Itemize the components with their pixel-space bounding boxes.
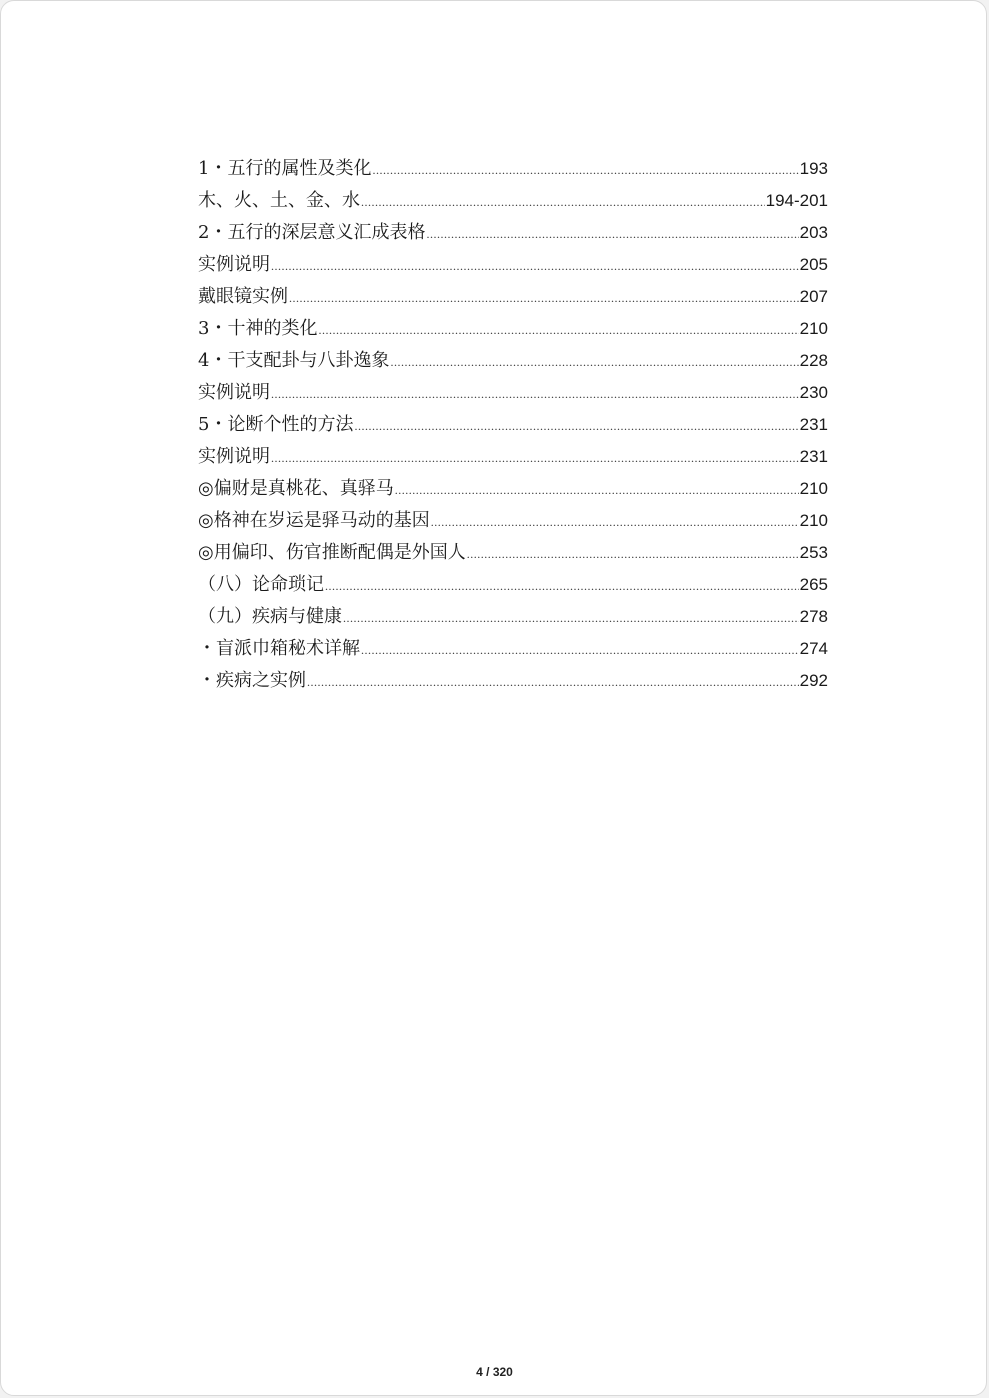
toc-entry-page-number: 274 — [799, 639, 828, 658]
toc-entry[interactable] — [198, 186, 828, 218]
toc-entry-page-number: 231 — [799, 447, 828, 466]
table-of-contents — [198, 154, 828, 698]
dot-leader — [372, 163, 798, 178]
toc-entry[interactable] — [198, 634, 828, 666]
toc-entry-page-number: 228 — [799, 351, 828, 370]
toc-entry-title: ・疾病之实例 — [198, 670, 306, 691]
toc-entry-page-number: 265 — [799, 575, 828, 594]
dot-leader — [354, 419, 798, 434]
toc-entry[interactable] — [198, 538, 828, 570]
toc-entry-title: ◎偏财是真桃花、真驿马 — [198, 478, 394, 499]
dot-leader — [426, 227, 798, 242]
toc-entry-title: ◎用偏印、伤官推断配偶是外国人 — [198, 542, 466, 563]
toc-entry[interactable] — [198, 474, 828, 506]
toc-entry-page-number: 207 — [799, 287, 828, 306]
toc-entry-title: （八）论命琐记 — [198, 574, 324, 595]
toc-entry-page-number: 210 — [799, 319, 828, 338]
toc-entry[interactable] — [198, 506, 828, 538]
dot-leader — [271, 387, 799, 402]
dot-leader — [307, 675, 799, 690]
toc-entry-title: 1・五行的属性及类化 — [198, 158, 372, 179]
toc-entry[interactable] — [198, 154, 828, 186]
dot-leader — [361, 643, 799, 658]
toc-entry-page-number: 253 — [799, 543, 828, 562]
toc-entry-page-number: 278 — [799, 607, 828, 626]
toc-entry-title: ・盲派巾箱秘术详解 — [198, 638, 360, 659]
toc-entry-page-number: 230 — [799, 383, 828, 402]
toc-entry-page-number: 231 — [799, 415, 828, 434]
toc-entry-page-number: 205 — [799, 255, 828, 274]
toc-entry-page-number: 203 — [799, 223, 828, 242]
dot-leader — [271, 451, 799, 466]
toc-entry[interactable] — [198, 314, 828, 346]
toc-entry-title: 5・论断个性的方法 — [198, 414, 354, 435]
toc-entry-page-number: 210 — [799, 479, 828, 498]
toc-entry-title: 4・干支配卦与八卦逸象 — [198, 350, 390, 371]
dot-leader — [431, 515, 799, 530]
dot-leader — [361, 195, 765, 210]
toc-entry-title: 实例说明 — [198, 446, 270, 467]
toc-entry[interactable] — [198, 250, 828, 282]
toc-entry[interactable] — [198, 410, 828, 442]
toc-entry[interactable] — [198, 218, 828, 250]
toc-entry[interactable] — [198, 378, 828, 410]
toc-entry[interactable] — [198, 442, 828, 474]
toc-entry-page-number: 292 — [799, 671, 828, 690]
dot-leader — [467, 547, 799, 562]
dot-leader — [395, 483, 799, 498]
dot-leader — [390, 355, 798, 370]
toc-entry[interactable] — [198, 602, 828, 634]
toc-entry-page-number: 210 — [799, 511, 828, 530]
dot-leader — [271, 259, 799, 274]
toc-entry-title: 戴眼镜实例 — [198, 286, 288, 307]
toc-entry[interactable] — [198, 346, 828, 378]
toc-entry[interactable] — [198, 666, 828, 698]
dot-leader — [343, 611, 799, 626]
toc-entry-title: （九）疾病与健康 — [198, 606, 342, 627]
toc-entry-title: 实例说明 — [198, 254, 270, 275]
dot-leader — [325, 579, 799, 594]
toc-entry-page-number: 193 — [799, 159, 828, 178]
page-indicator: 4 / 320 — [476, 1365, 513, 1379]
dot-leader — [318, 323, 798, 338]
toc-entry-title: 实例说明 — [198, 382, 270, 403]
toc-entry-title: 木、火、土、金、水 — [198, 190, 360, 211]
toc-entry[interactable] — [198, 570, 828, 602]
dot-leader — [289, 291, 799, 306]
toc-entry-title: ◎格神在岁运是驿马动的基因 — [198, 510, 430, 531]
toc-entry-page-number: 194-201 — [765, 191, 828, 210]
toc-entry-title: 3・十神的类化 — [198, 318, 318, 339]
toc-entry-title: 2・五行的深层意义汇成表格 — [198, 222, 426, 243]
toc-entry[interactable] — [198, 282, 828, 314]
